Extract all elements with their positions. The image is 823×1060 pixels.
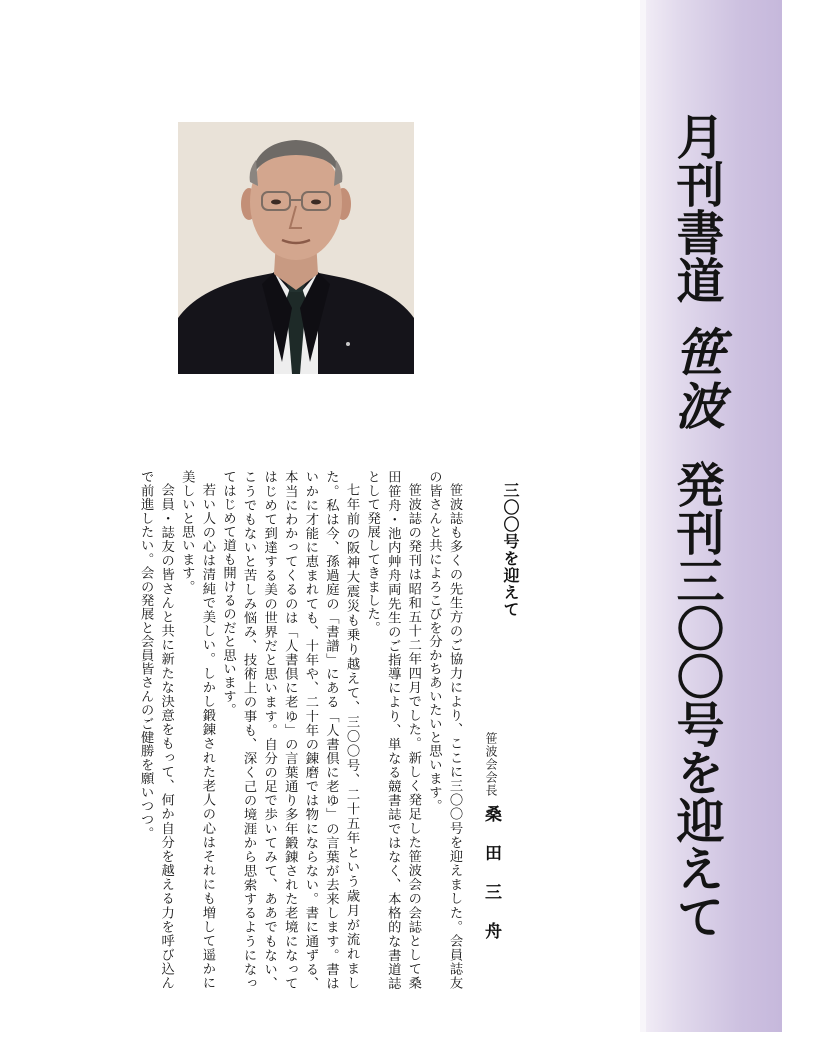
paragraph: 笹波誌も多くの先生方のご協力により、ここに三〇〇号を迎えました。会員誌友の皆さんと共によろこびを分かちあいたいと思います。 [426, 470, 462, 990]
title-logo: 笹波 [667, 326, 726, 434]
author-block [478, 732, 504, 992]
article-body [108, 470, 464, 990]
paragraph: 笹波誌の発刊は昭和五十二年四月でした。新しく発足した笹波会の会誌として桑田笹舟・池内艸舟両先生のご指導により、単なる競書誌ではなく、本格的な書道誌として発展してきました。 [364, 470, 421, 990]
paragraph: 若い人の心は清純で美しい。しかし鍛錬された老人の心はそれにも増して遥かに美しいと思います。 [179, 470, 215, 990]
article-heading: 三〇〇号を迎えて [501, 482, 520, 618]
author-role: 笹波会会長 [484, 732, 498, 797]
title-issue: 発刊三〇〇号を迎えて [668, 460, 724, 940]
paragraph: 七年前の阪神大震災も乗り越えて、三〇〇号、二十五年という歳月が流れました。私は今、孫過庭の「書譜」にある「人書倶に老ゆ」の言葉が去来します。書はいかに才能に恵まれても、十年や、二十年の錬磨では物にならない。書に通ずる、本当にわかってくるのは「人書倶に老ゆ」の言葉通り多年鍛錬された老境になってはじめて到達する美の世界だと思います。自分の足で歩いてみて、ああでもない、こうでもないと苦しみ悩み、技術上の事も、深く己の境涯から思索するようになってはじめて道も開けるのだと思います。 [220, 470, 360, 990]
title-band-edge [640, 0, 646, 1032]
title-magazine: 月刊書道 [668, 112, 724, 304]
author-name: 桑田三舟 [481, 805, 501, 961]
paragraph: 会員・誌友の皆さんと共に新たな決意をもって、何か自分を越える力を呼び込んで前進したい。会の発展と会員皆さんのご健勝を願いつつ。 [138, 470, 174, 990]
portrait-illustration [178, 122, 414, 374]
portrait-photo [178, 122, 414, 374]
page-title [665, 112, 726, 940]
